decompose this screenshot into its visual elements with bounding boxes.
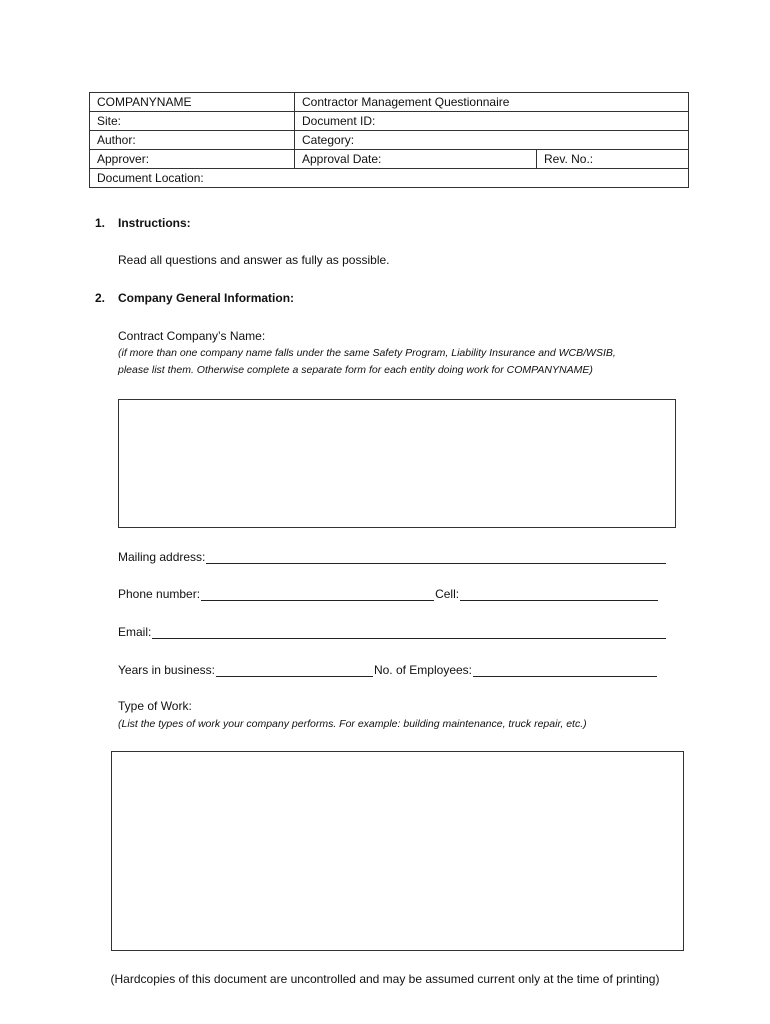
document-footer-note: (Hardcopies of this document are uncontrolled and may be assumed current only at the time of printing) bbox=[110, 972, 660, 986]
years-in-business-label: Years in business: bbox=[118, 663, 215, 677]
site-cell: Site: bbox=[90, 112, 295, 131]
email-label: Email: bbox=[118, 625, 152, 639]
section-1-number: 1. bbox=[95, 216, 106, 230]
company-name-cell: COMPANYNAME bbox=[90, 93, 295, 112]
instructions-text: Read all questions and answer as fully as possible. bbox=[118, 253, 390, 267]
company-name-label: Contract Company’s Name: bbox=[118, 329, 266, 343]
document-header-table bbox=[89, 92, 689, 188]
section-1-title: Instructions: bbox=[118, 216, 191, 230]
type-of-work-note: (List the types of work your company performs. For example: building maintenance, truck repair, etc.) bbox=[118, 718, 587, 730]
mailing-address-input-line[interactable] bbox=[206, 551, 666, 564]
section-2-title: Company General Information: bbox=[118, 291, 295, 305]
years-employees-field bbox=[118, 663, 658, 677]
phone-number-label: Phone number: bbox=[118, 587, 201, 601]
author-cell: Author: bbox=[90, 131, 295, 150]
phone-cell-field bbox=[118, 587, 659, 601]
approval-date-cell: Approval Date: bbox=[295, 150, 537, 169]
document-id-cell: Document ID: bbox=[295, 112, 689, 131]
cell-label: Cell: bbox=[435, 587, 460, 601]
phone-number-input-line[interactable] bbox=[201, 588, 434, 601]
employees-label: No. of Employees: bbox=[373, 663, 472, 677]
mailing-address-label: Mailing address: bbox=[118, 550, 206, 564]
cell-input-line[interactable] bbox=[460, 588, 658, 601]
document-location-cell: Document Location: bbox=[90, 169, 689, 188]
employees-input-line[interactable] bbox=[473, 664, 657, 677]
company-name-note-line-2: please list them. Otherwise complete a separate form for each entity doing work for COMPANYNAME) bbox=[118, 364, 593, 376]
company-name-input-box[interactable] bbox=[118, 399, 676, 528]
document-title-cell: Contractor Management Questionnaire bbox=[295, 93, 689, 112]
approver-cell: Approver: bbox=[90, 150, 295, 169]
section-2-number: 2. bbox=[95, 291, 106, 305]
company-name-note-line-1: (if more than one company name falls under the same Safety Program, Liability Insurance and WCB/WSIB, bbox=[118, 347, 616, 359]
email-field bbox=[118, 625, 667, 639]
category-cell: Category: bbox=[295, 131, 689, 150]
type-of-work-input-box[interactable] bbox=[111, 751, 684, 951]
revision-number-cell: Rev. No.: bbox=[537, 150, 689, 169]
email-input-line[interactable] bbox=[152, 626, 666, 639]
mailing-address-field bbox=[118, 550, 667, 564]
type-of-work-label: Type of Work: bbox=[118, 699, 192, 713]
years-in-business-input-line[interactable] bbox=[216, 664, 373, 677]
